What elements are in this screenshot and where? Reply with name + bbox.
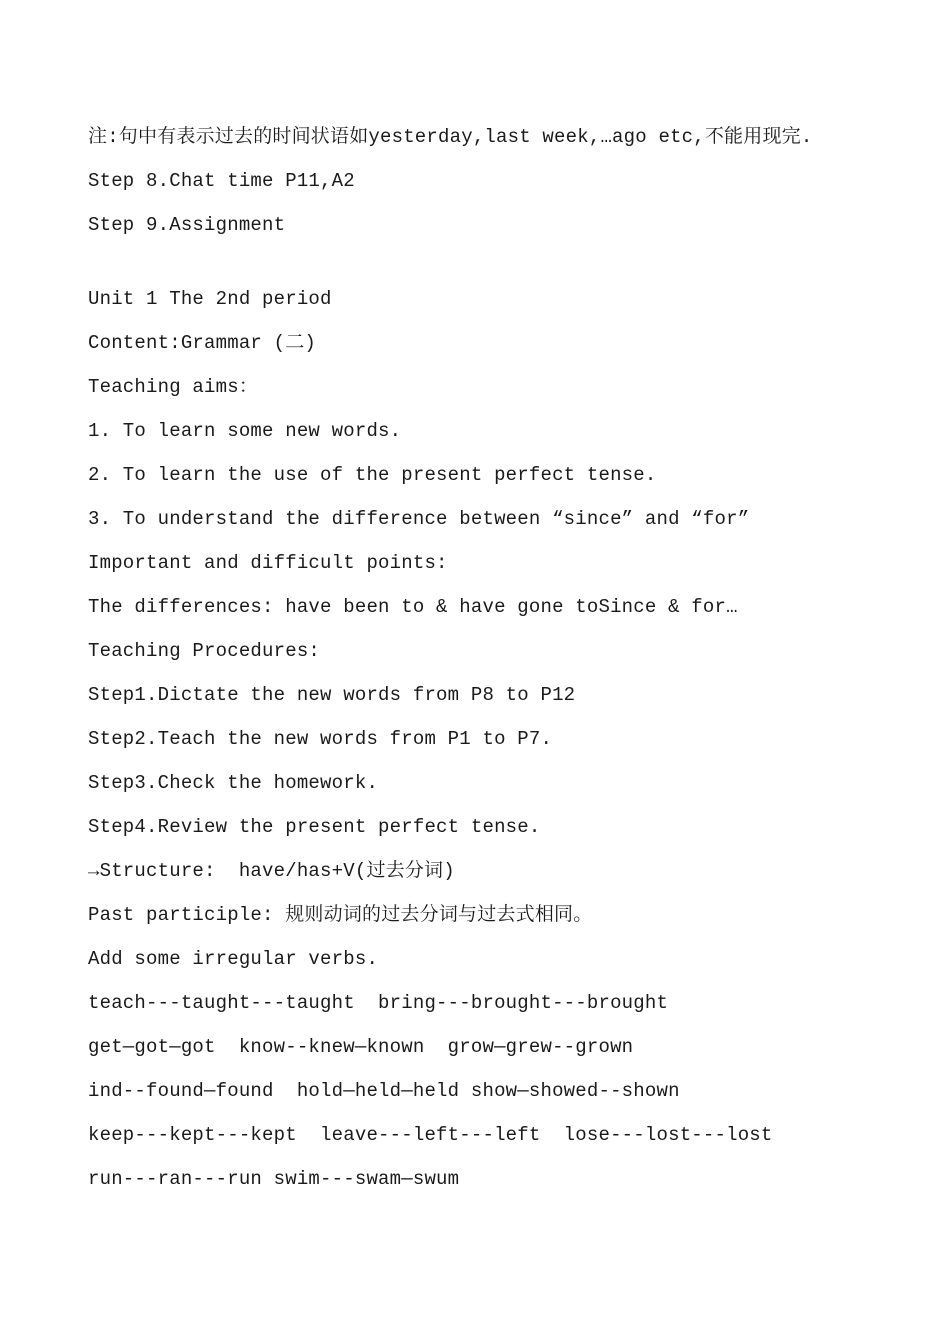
step-2-line: Step2.Teach the new words from P1 to P7.: [88, 728, 553, 750]
verb-row-5: run---ran---run swim---swam—swum: [88, 1168, 460, 1190]
aim-1: 1. To learn some new words.: [88, 420, 402, 442]
step-1-line: Step1.Dictate the new words from P8 to P12: [88, 684, 576, 706]
step-9-line: Step 9.Assignment: [88, 214, 286, 236]
step-3-line: Step3.Check the homework.: [88, 772, 379, 794]
past-participle-line: Past participle: 规则动词的过去分词与过去式相同。: [88, 904, 593, 926]
teaching-aims-heading: Teaching aims：: [88, 376, 259, 398]
structure-line: →Structure: have/has+V(过去分词): [88, 860, 455, 882]
verb-row-1: teach---taught---taught bring---brought---brought: [88, 992, 669, 1014]
aim-3: 3. To understand the difference between “since” and “for”: [88, 508, 750, 530]
unit-heading: Unit 1 The 2nd period: [88, 288, 332, 310]
procedures-heading: Teaching Procedures:: [88, 640, 321, 662]
note-line: 注:句中有表示过去的时间状语如yesterday,last week,…ago etc,不能用现完.: [88, 126, 813, 148]
verb-row-3: ind--found—found hold—held—held show—showed--shown: [88, 1080, 680, 1102]
irregular-verbs-heading: Add some irregular verbs.: [88, 948, 379, 970]
step-8-line: Step 8.Chat time P11,A2: [88, 170, 355, 192]
step-4-line: Step4.Review the present perfect tense.: [88, 816, 541, 838]
differences-line: The differences: have been to & have gone toSince & for…: [88, 596, 738, 618]
content-line: Content:Grammar (二): [88, 332, 317, 354]
important-points-heading: Important and difficult points:: [88, 552, 448, 574]
verb-row-4: keep---kept---kept leave---left---left lose---lost---lost: [88, 1124, 773, 1146]
aim-2: 2. To learn the use of the present perfect tense.: [88, 464, 657, 486]
verb-row-2: get—got—got know--knew—known grow—grew--grown: [88, 1036, 634, 1058]
